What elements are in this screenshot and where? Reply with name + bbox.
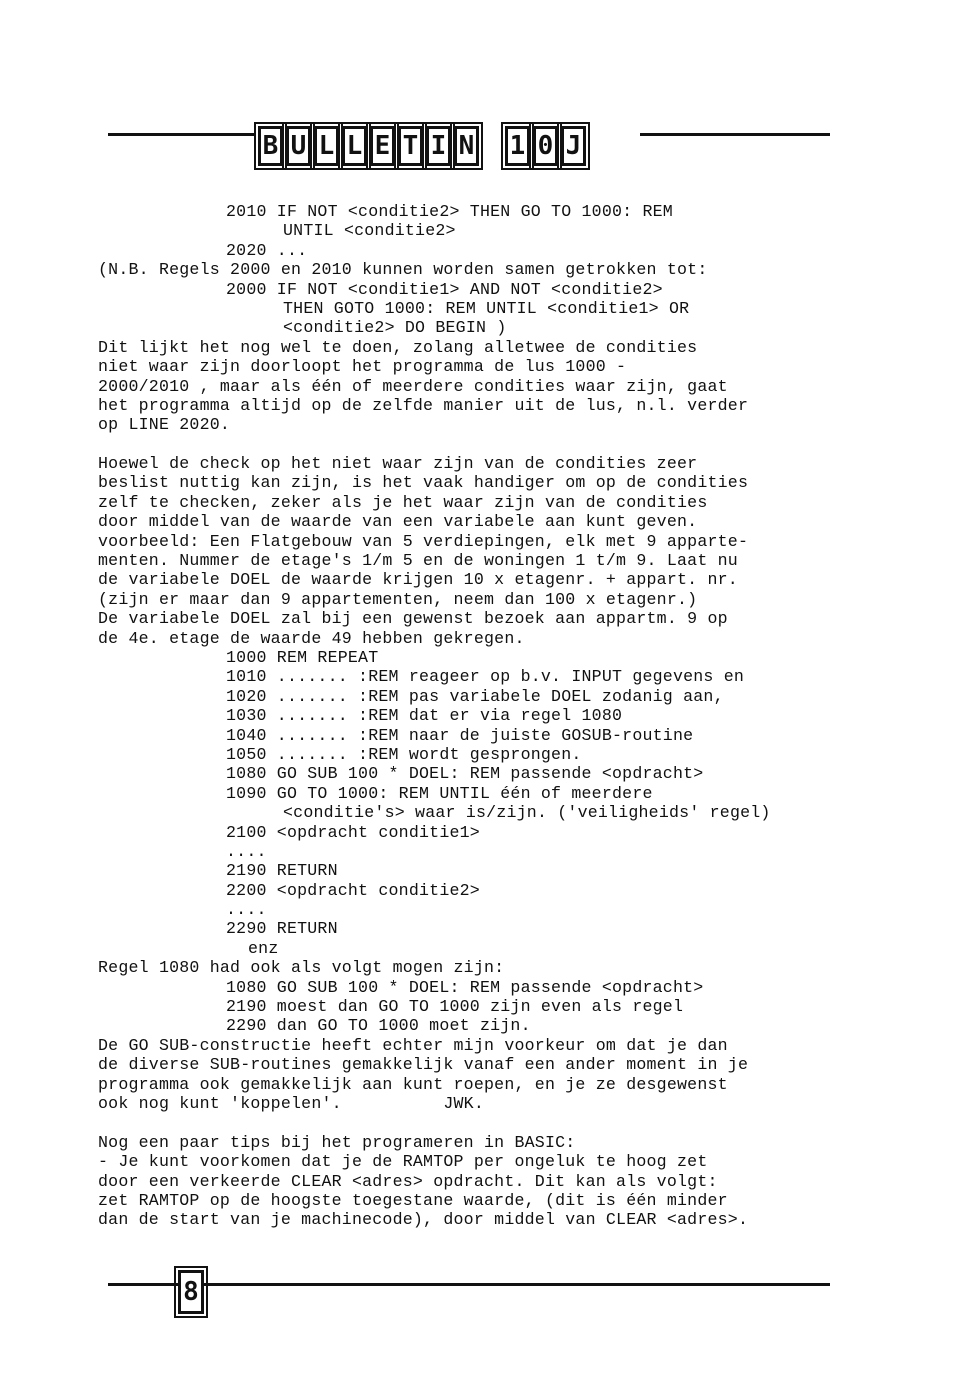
- text-line: dan de start van je machinecode), door middel van CLEAR <adres>.: [98, 1210, 749, 1230]
- text-line: door een verkeerde CLEAR <adres> opdracht. Dit kan als volgt:: [98, 1171, 718, 1191]
- code-line: UNTIL <conditie2>: [283, 221, 456, 241]
- code-line: 1080 GO SUB 100 * DOEL: REM passende <opdracht>: [226, 977, 704, 997]
- text-line: programma ook gemakkelijk aan kunt roepen, en je ze desgewenst: [98, 1074, 728, 1094]
- code-line: 2000 IF NOT <conditie1> AND NOT <conditie2>: [226, 279, 663, 299]
- text-line: zet RAMTOP op de hoogste toegestane waarde, (dit is één minder: [98, 1190, 728, 1210]
- text-line: het programma altijd op de zelfde manier uit de lus, n.l. verder: [98, 395, 749, 415]
- text-line: menten. Nummer de etage's 1/m 5 en de woningen 1 t/m 9. Laat nu: [98, 551, 738, 571]
- blank-line: [98, 1113, 838, 1132]
- logo-number: J: [561, 126, 586, 166]
- code-line: 2190 RETURN: [226, 861, 338, 881]
- logo-letter: N: [454, 126, 479, 166]
- code-line: 1000 REM REPEAT: [226, 647, 379, 667]
- code-line: 1050 ....... :REM wordt gesprongen.: [226, 744, 582, 764]
- logo-letter: L: [342, 126, 367, 166]
- code-line: 2290 RETURN: [226, 919, 338, 939]
- logo-letter: B: [258, 126, 283, 166]
- code-line: 1080 GO SUB 100 * DOEL: REM passende <opdracht>: [226, 764, 704, 784]
- code-line: enz: [248, 938, 279, 958]
- code-line: 1090 GO TO 1000: REM UNTIL één of meerdere: [226, 783, 653, 803]
- logo-letter: L: [314, 126, 339, 166]
- code-line: <conditie's> waar is/zijn. ('veiligheids' regel): [283, 803, 771, 823]
- code-line: ....: [226, 900, 267, 920]
- text-line: De GO SUB-constructie heeft echter mijn voorkeur om dat je dan: [98, 1035, 728, 1055]
- logo-letter: I: [426, 126, 451, 166]
- text-line: niet waar zijn doorloopt het programma de lus 1000 -: [98, 357, 627, 377]
- text-line: de 4e. etage de waarde 49 hebben gekregen.: [98, 628, 525, 648]
- header-rule-right: [640, 133, 830, 136]
- text-line: (N.B. Regels 2000 en 2010 kunnen worden samen getrokken tot:: [98, 260, 708, 280]
- code-line: 1040 ....... :REM naar de juiste GOSUB-routine: [226, 725, 694, 745]
- code-line: 1020 ....... :REM pas variabele DOEL zodanig aan,: [226, 686, 724, 706]
- text-line: ook nog kunt 'koppelen'. JWK.: [98, 1093, 484, 1113]
- text-line: zelf te checken, zeker als je het waar zijn van de condities: [98, 492, 708, 512]
- text-line: - Je kunt voorkomen dat je de RAMTOP per ongeluk te hoog zet: [98, 1152, 708, 1172]
- code-line: THEN GOTO 1000: REM UNTIL <conditie1> OR: [283, 298, 690, 318]
- logo-letter: U: [286, 126, 311, 166]
- text-line: Dit lijkt het nog wel te doen, zolang alletwee de condities: [98, 337, 698, 357]
- code-line: 2190 moest dan GO TO 1000 zijn even als regel: [226, 997, 684, 1017]
- code-line: 2100 <opdracht conditie1>: [226, 822, 480, 842]
- code-line: 2010 IF NOT <conditie2> THEN GO TO 1000: REM: [226, 202, 673, 221]
- text-line: voorbeeld: Een Flatgebouw van 5 verdiepingen, elk met 9 apparte-: [98, 531, 749, 551]
- article-body: [98, 202, 838, 1230]
- text-line: op LINE 2020.: [98, 415, 231, 435]
- text-line: De variabele DOEL zal bij een gewenst bezoek aan appartm. 9 op: [98, 609, 728, 629]
- code-line: 2290 dan GO TO 1000 moet zijn.: [226, 1016, 531, 1036]
- header-rule-left: [108, 133, 256, 136]
- logo-number: 1: [505, 126, 530, 166]
- code-line: 2200 <opdracht conditie2>: [226, 880, 480, 900]
- footer-rule: [108, 1283, 830, 1286]
- text-line: de variabele DOEL de waarde krijgen 10 x etagenr. + appart. nr.: [98, 570, 738, 590]
- text-line: Hoewel de check op het niet waar zijn van de condities zeer: [98, 454, 698, 474]
- text-line: 2000/2010 , maar als één of meerdere condities waar zijn, gaat: [98, 376, 728, 396]
- code-line: 2020 ...: [226, 240, 308, 260]
- text-line: Regel 1080 had ook als volgt mogen zijn:: [98, 958, 505, 978]
- text-line: beslist nuttig kan zijn, is het vaak handiger om op de condities: [98, 473, 749, 493]
- text-line: de diverse SUB-routines gemakkelijk vanaf een ander moment in je: [98, 1055, 749, 1075]
- logo-letter: E: [370, 126, 395, 166]
- text-line: Nog een paar tips bij het programeren in BASIC:: [98, 1132, 576, 1152]
- text-line: door middel van de waarde van een variabele aan kunt geven.: [98, 512, 698, 532]
- text-line: (zijn er maar dan 9 appartementen, neem dan 100 x etagenr.): [98, 589, 698, 609]
- code-line: <conditie2> DO BEGIN ): [283, 318, 507, 338]
- page-number: 8: [178, 1270, 204, 1314]
- code-line: 1030 ....... :REM dat er via regel 1080: [226, 706, 623, 726]
- logo-number: 0: [533, 126, 558, 166]
- code-line: ....: [226, 841, 267, 861]
- bulletin-logo: [258, 122, 586, 170]
- logo-letter: T: [398, 126, 423, 166]
- blank-line: [98, 435, 838, 454]
- code-line: 1010 ....... :REM reageer op b.v. INPUT gegevens en: [226, 667, 745, 687]
